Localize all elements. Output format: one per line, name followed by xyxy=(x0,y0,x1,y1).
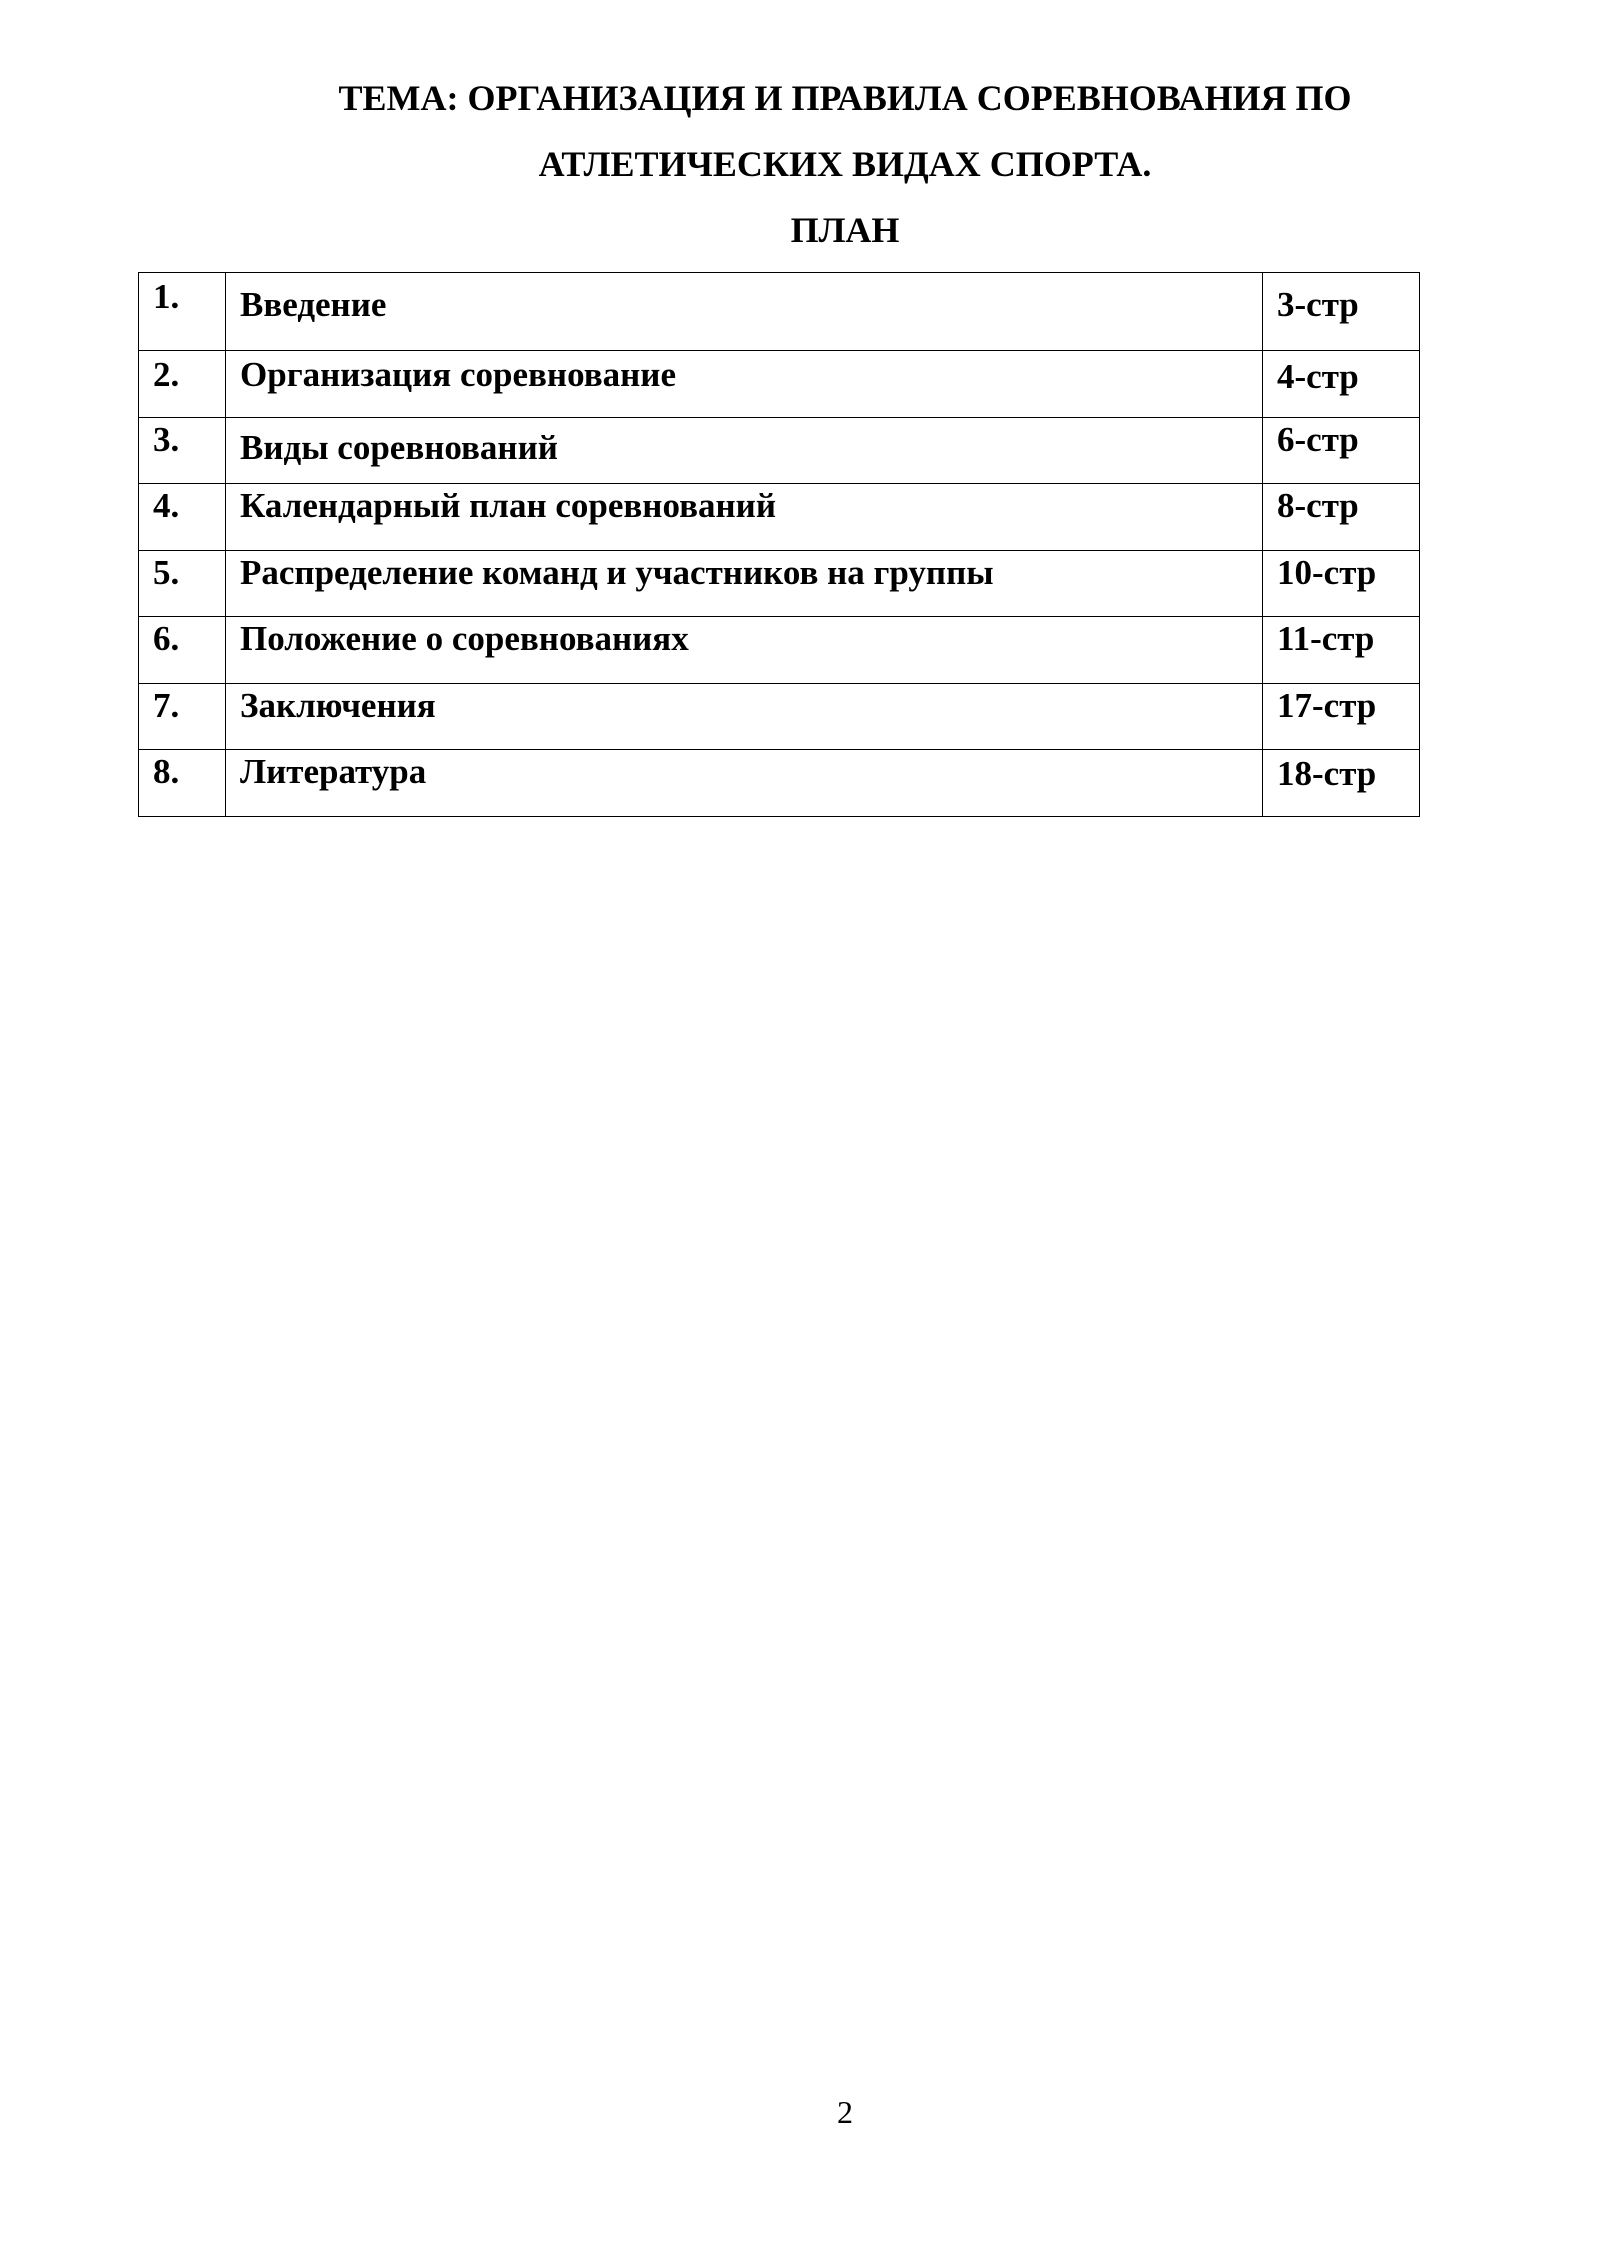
toc-number: 4. xyxy=(139,484,226,551)
table-row xyxy=(139,551,1420,617)
toc-page: 18-стр xyxy=(1263,750,1420,817)
table-row xyxy=(139,750,1420,817)
table-of-contents xyxy=(138,272,1420,817)
toc-page: 6-стр xyxy=(1263,418,1420,484)
toc-number: 5. xyxy=(139,551,226,617)
toc-page: 8-стр xyxy=(1263,484,1420,551)
toc-title: Виды соревнований xyxy=(226,418,1263,484)
toc-number: 2. xyxy=(139,351,226,418)
table-row xyxy=(139,418,1420,484)
table-row xyxy=(139,351,1420,418)
table-row xyxy=(139,684,1420,750)
toc-title: Положение о соревнованиях xyxy=(226,617,1263,684)
toc-number: 3. xyxy=(139,418,226,484)
toc-page: 17-стр xyxy=(1263,684,1420,750)
toc-page: 3-стр xyxy=(1263,273,1420,351)
toc-number: 1. xyxy=(139,273,226,351)
toc-number: 6. xyxy=(139,617,226,684)
toc-number: 8. xyxy=(139,750,226,817)
plan-heading: ПЛАН xyxy=(790,210,900,250)
table-row xyxy=(139,484,1420,551)
page-number: 2 xyxy=(837,2094,853,2130)
table-row xyxy=(139,617,1420,684)
toc-page: 4-стр xyxy=(1263,351,1420,418)
toc-title: Организация соревнование xyxy=(226,351,1263,418)
toc-number: 7. xyxy=(139,684,226,750)
document-title-line-1: ТЕМА: ОРГАНИЗАЦИЯ И ПРАВИЛА СОРЕВНОВАНИЯ ПО xyxy=(338,78,1352,118)
document-title-line-2: АТЛЕТИЧЕСКИХ ВИДАХ СПОРТА. xyxy=(538,144,1152,184)
toc-page: 10-стр xyxy=(1263,551,1420,617)
toc-page: 11-стр xyxy=(1263,617,1420,684)
table-row xyxy=(139,273,1420,351)
toc-title: Заключения xyxy=(226,684,1263,750)
toc-title: Календарный план соревнований xyxy=(226,484,1263,551)
toc-title: Литература xyxy=(226,750,1263,817)
toc-title: Введение xyxy=(226,273,1263,351)
toc-title: Распределение команд и участников на группы xyxy=(226,551,1263,617)
